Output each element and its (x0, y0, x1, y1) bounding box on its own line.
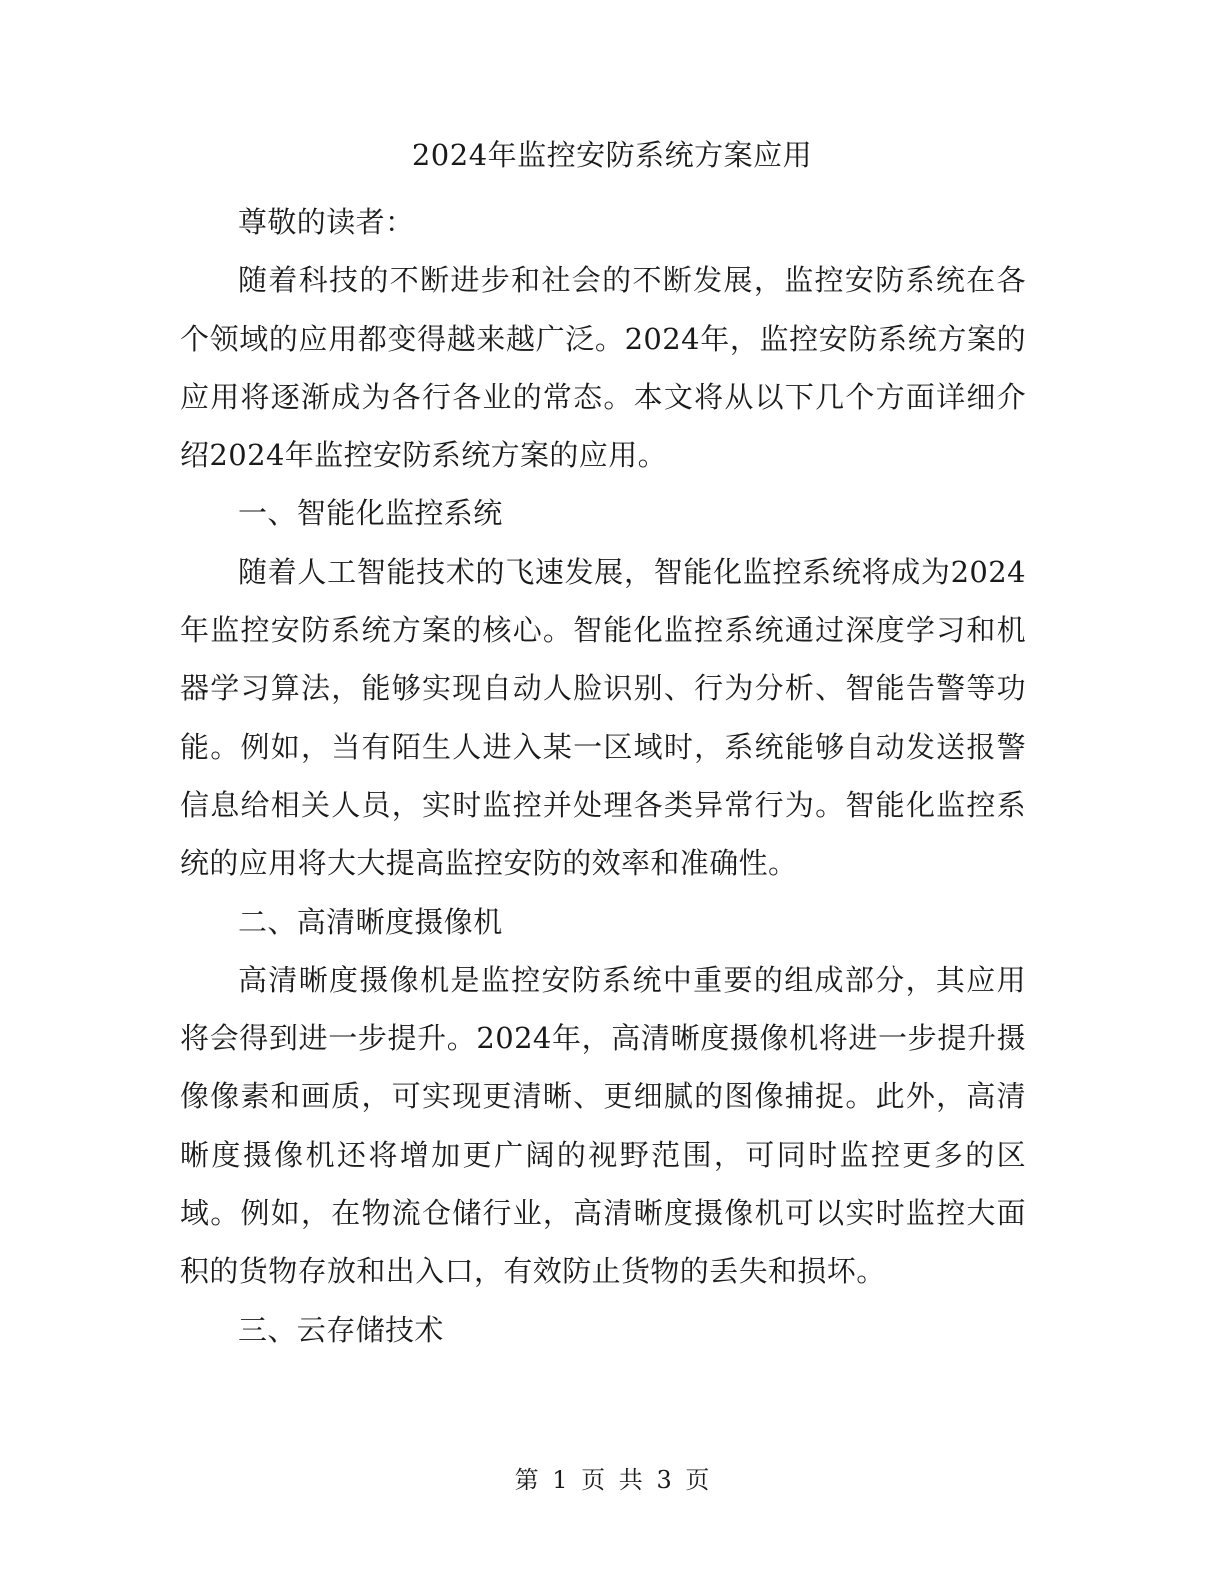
section-heading-2: 二、高清晰度摄像机 (238, 904, 503, 939)
salutation-paragraph: 尊敬的读者： (238, 205, 415, 239)
intro-paragraph: 随着科技的不断进步和社会的不断发展，监控安防系统在各个领域的应用都变得越来越广泛。2024年，监控安防系统方案的应用将逐渐成为各行各业的常态。本文将从以下几个方面详细介绍2024年监控安防系统方案的应用。 (180, 263, 1026, 473)
section-paragraph-2: 高清晰度摄像机是监控安防系统中重要的组成部分，其应用将会得到进一步提升。2024年，高清晰度摄像机将进一步提升摄像像素和画质，可实现更清晰、更细腻的图像捕捉。此外，高清晰度摄像机还将增加更广阔的视野范围，可同时监控更多的区域。例如，在物流仓储行业，高清晰度摄像机可以实时监控大面积的货物存放和出入口，有效防止货物的丢失和损坏。 (180, 962, 1026, 1289)
document-title: 2024年监控安防系统方案应用 (411, 138, 813, 172)
page-number-footer: 第 1 页 共 3 页 (514, 1466, 710, 1494)
section-paragraph-1: 随着人工智能技术的飞速发展，智能化监控系统将成为2024年监控安防系统方案的核心。智能化监控系统通过深度学习和机器学习算法，能够实现自动人脸识别、行为分析、智能告警等功能。例如，当有陌生人进入某一区域时，系统能够自动发送报警信息给相关人员，实时监控并处理各类异常行为。智能化监控系统的应用将大大提高监控安防的效率和准确性。 (180, 554, 1026, 881)
document-body (180, 193, 1026, 1359)
section-heading-3: 三、云存储技术 (238, 1312, 444, 1347)
section-heading-1: 一、智能化监控系统 (238, 496, 503, 531)
